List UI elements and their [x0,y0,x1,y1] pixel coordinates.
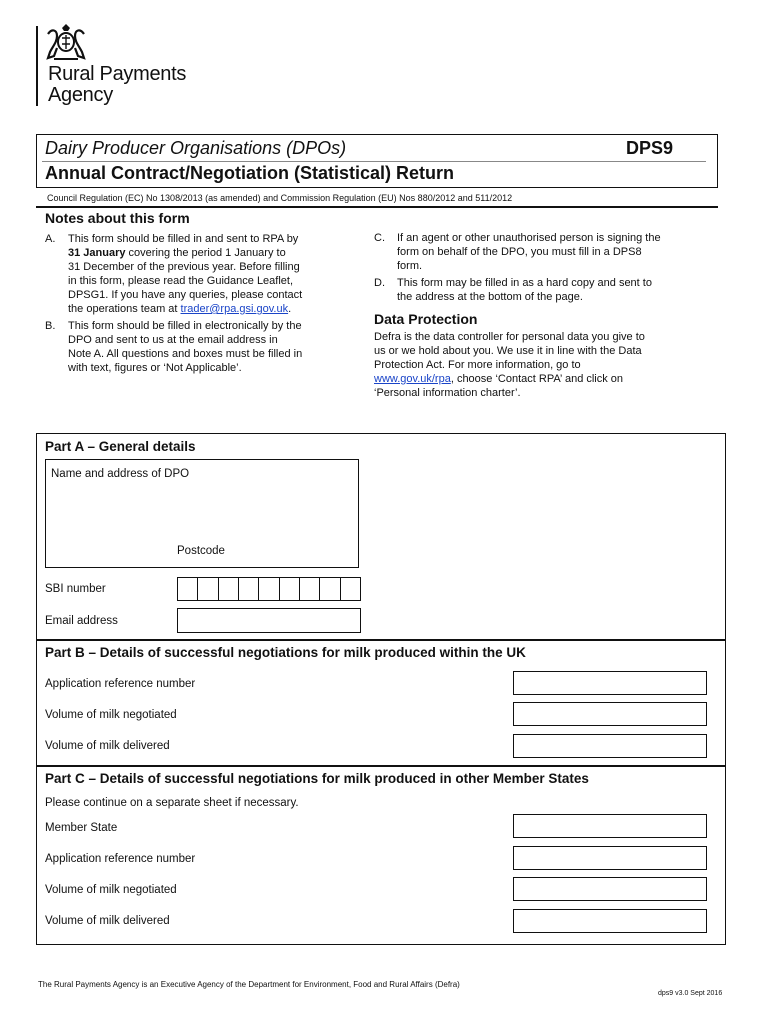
postcode-label: Postcode [177,545,225,557]
notes-heading: Notes about this form [45,210,190,226]
part-c-vol-negotiated-label: Volume of milk negotiated [45,884,177,896]
part-b-heading: Part B – Details of successful negotiations for milk produced within the UK [45,645,526,660]
email-label: Email address [45,615,118,627]
note-b: B. This form should be filled in electronically by the DPO and sent to us at the email address in Note A. All questions and boxes must be filled in with text, figures or ‘Not Applicable’. [45,320,303,374]
part-a-heading: Part A – General details [45,439,196,454]
footer-agency-text: The Rural Payments Agency is an Executive Agency of the Department for Environment, Food and Rural Affairs (Defra) [38,980,460,989]
part-c-app-ref-label: Application reference number [45,853,196,865]
form-subtitle: Dairy Producer Organisations (DPOs) [45,138,347,158]
part-c-app-ref-field[interactable] [513,846,707,870]
part-c-note: Please continue on a separate sheet if necessary. [45,797,299,809]
part-c-divider [36,765,726,767]
gov-uk-rpa-link[interactable]: www.gov.uk/rpa [374,373,451,385]
member-state-field[interactable] [513,814,707,838]
note-a: A. This form should be filled in and sent to RPA by 31 January covering the period 1 January to 31 December of the previous year. Before filling in this form, please read the Guidance Leaflet, DPSG1. If you have any queries, please contact the operations team at trader@rpa.gsi.gov.uk. [45,233,303,315]
regulation-divider [36,206,718,208]
part-c-vol-delivered-label: Volume of milk delivered [45,915,170,927]
part-c-vol-negotiated-field[interactable] [513,877,707,901]
part-c-heading: Part C – Details of successful negotiations for milk produced in other Member States [45,771,589,786]
note-c: C. If an agent or other unauthorised person is signing the form on behalf of the DPO, you must fill in a DPS8 form. [374,232,661,272]
part-c-vol-delivered-field[interactable] [513,909,707,933]
part-b-vol-delivered-field[interactable] [513,734,707,758]
sbi-label: SBI number [45,583,106,595]
part-b-app-ref-field[interactable] [513,671,707,695]
part-b-app-ref-label: Application reference number [45,678,196,690]
rpa-email-link[interactable]: trader@rpa.gsi.gov.uk [180,303,289,315]
email-field[interactable] [177,608,361,633]
part-b-vol-negotiated-label: Volume of milk negotiated [45,709,177,721]
form-title: Annual Contract/Negotiation (Statistical) Return [45,163,455,183]
part-b-vol-delivered-label: Volume of milk delivered [45,740,170,752]
header-divider [42,161,706,162]
data-protection-text: Defra is the data controller for personal data you give to us or we hold about you. We use it in line with the Data Protection Act. For more information, go to www.gov.uk/rpa, choose ‘Contact RPA’ and click on ‘Personal information charter’. [374,331,645,399]
sbi-number-field[interactable] [177,577,361,601]
member-state-label: Member State [45,822,118,834]
dpo-address-label: Name and address of DPO [51,468,190,480]
part-b-vol-negotiated-field[interactable] [513,702,707,726]
agency-name: Rural Payments Agency [48,63,187,106]
footer-version: dps9 v3.0 Sept 2016 [658,990,723,997]
regulation-text: Council Regulation (EC) No 1308/2013 (as amended) and Commission Regulation (EU) Nos 880/2012 and 511/2012 [47,193,513,203]
royal-crest-icon [44,22,88,62]
form-code: DPS9 [626,138,674,158]
note-d: D. This form may be filled in as a hard copy and sent to the address at the bottom of the page. [374,277,652,303]
part-b-divider [36,639,726,641]
logo-rule [36,26,38,106]
data-protection-heading: Data Protection [374,311,478,327]
